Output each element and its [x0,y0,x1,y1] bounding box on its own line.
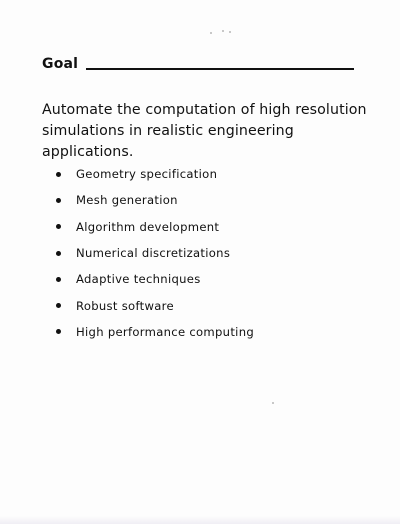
bullet-icon [56,172,61,177]
list-item-label: Mesh generation [76,193,178,208]
list-item-label: Robust software [76,298,174,313]
list-item-label: Algorithm development [76,219,220,234]
scan-edge [0,516,400,524]
bullet-icon [56,198,61,203]
list-item-label: Geometry specification [76,167,218,182]
scan-speck [222,30,224,32]
list-item [56,214,254,240]
heading-underline [86,68,354,70]
bullet-list [56,161,254,345]
list-item-label: Numerical discretizations [76,246,231,261]
list-item-label: Adaptive techniques [76,272,201,287]
scan-speck [272,402,274,404]
bullet-icon [56,224,61,229]
goal-heading-row [42,55,354,73]
list-item [56,292,254,318]
list-item [56,161,254,187]
list-item-label: High performance computing [76,324,255,339]
list-item [56,266,254,292]
goal-statement: Automate the computation of high resolution simulations in realistic engineering applications. [42,102,367,160]
list-item [56,319,254,345]
bullet-icon [56,303,61,308]
list-item [56,240,254,266]
list-item [56,187,254,213]
scan-speck [229,31,231,33]
bullet-icon [56,251,61,256]
scan-speck [210,32,212,34]
goal-heading: Goal [42,56,79,72]
bullet-icon [56,277,61,282]
bullet-icon [56,329,61,334]
